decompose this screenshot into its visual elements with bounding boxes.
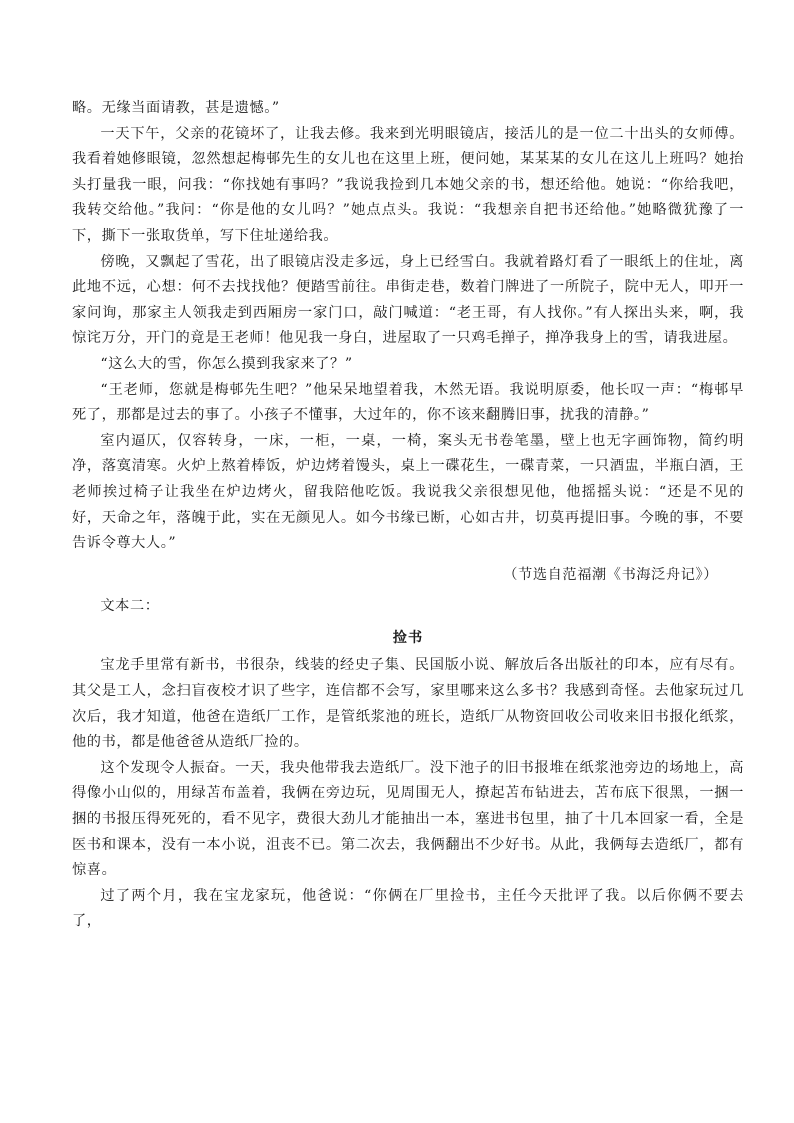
text2-title: 捡书 — [392, 629, 424, 646]
text2-paragraph-1: 宝龙手里常有新书，书很杂，线装的经史子集、民国版小说、解放后各出版社的印本，应有尽有。其父是工人，念扫盲夜校才识了些字，连信都不会写，家里哪来这么多书？我感到奇怪。去他家玩过几次后，我才知道，他爸在造纸厂工作，是管纸浆池的班长，造纸厂从物资回收公司收来旧书报化纸浆，他的书，都是他爸爸从造纸厂捡的。 — [72, 657, 744, 751]
text2-paragraph-3: 过了两个月，我在宝龙家玩，他爸说：“你俩在厂里捡书，主任今天批评了我。以后你俩不要去了， — [72, 887, 744, 930]
text1-paragraph-4: “王老师，您就是梅邨先生吧？”他呆呆地望着我，木然无语。我说明原委，他长叹一声：“梅邨早死了，那都是过去的事了。小孩子不懂事，大过年的，你不该来翻腾旧事，扰我的清静。” — [72, 381, 744, 424]
text1-paragraph-2: 傍晚，又飘起了雪花，出了眼镜店没走多远，身上已经雪白。我就着路灯看了一眼纸上的住址，离此地不远，心想：何不去找找他？便踏雪前往。串街走巷，数着门牌进了一所院子，院中无人，叩开一家问询，那家主人领我走到西厢房一家门口，敲门喊道：“老王哥，有人找你。”有人探出头来，啊，我惊诧万分，开门的竟是王老师！他见我一身白，进屋取了一只鸡毛掸子，掸净我身上的雪，请我进屋。 — [72, 253, 744, 347]
text1-paragraph-5: 室内逼仄，仅容转身，一床，一柜，一桌，一椅，案头无书卷笔墨，壁上也无字画饰物，简约明净，落寞清寒。火炉上熬着棒饭，炉边烤着馒头，桌上一碟花生，一碟青菜，一只酒盅，半瓶白酒，王老师挨过椅子让我坐在炉边烤火，留我陪他吃饭。我说我父亲很想见他，他摇摇头说：“还是不见的好，天命之年，落魄于此，实在无颜见人。如今书缘已断，心如古井，切莫再提旧事。今晚的事，不要告诉令尊大人。” — [72, 432, 744, 552]
text2-label: 文本二： — [100, 598, 160, 615]
text1-paragraph-1: 一天下午，父亲的花镜坏了，让我去修。我来到光明眼镜店，接活儿的是一位二十出头的女师傅。我看着她修眼镜，忽然想起梅邨先生的女儿也在这里上班，便问她，某某某的女儿在这儿上班吗？她抬头打量我一眼，问我：“你找她有事吗？”我说我捡到几本她父亲的书，想还给他。她说：“你给我吧，我转交给他。”我问：“你是他的女儿吗？”她点点头。我说：“我想亲自把书还给他。”她略微犹豫了一下，撕下一张取货单，写下住址递给我。 — [72, 125, 744, 244]
text1-paragraph-3: “这么大的雪，你怎么摸到我家来了？” — [100, 355, 353, 372]
source-citation: （节选自范福潮《书海泛舟记》） — [503, 566, 718, 583]
text2-paragraph-2: 这个发现令人振奋。一天，我央他带我去造纸厂。没下池子的旧书报堆在纸浆池旁边的场地上，高得像小山似的，用绿苫布盖着，我俩在旁边玩，见周围无人，撩起苫布钻进去，苫布底下很黑，一捆一捆的书报压得死死的，看不见字，费很大劲儿才能抽出一本，塞进书包里，抽了十几本回家一看，全是医书和课本，没有一本小说，沮丧不已。第二次去，我俩翻出不少好书。从此，我俩每去造纸厂，都有惊喜。 — [72, 759, 744, 879]
document-body — [72, 96, 744, 935]
continuation-paragraph: 略。无缘当面请教，甚是遗憾。” — [72, 100, 280, 116]
